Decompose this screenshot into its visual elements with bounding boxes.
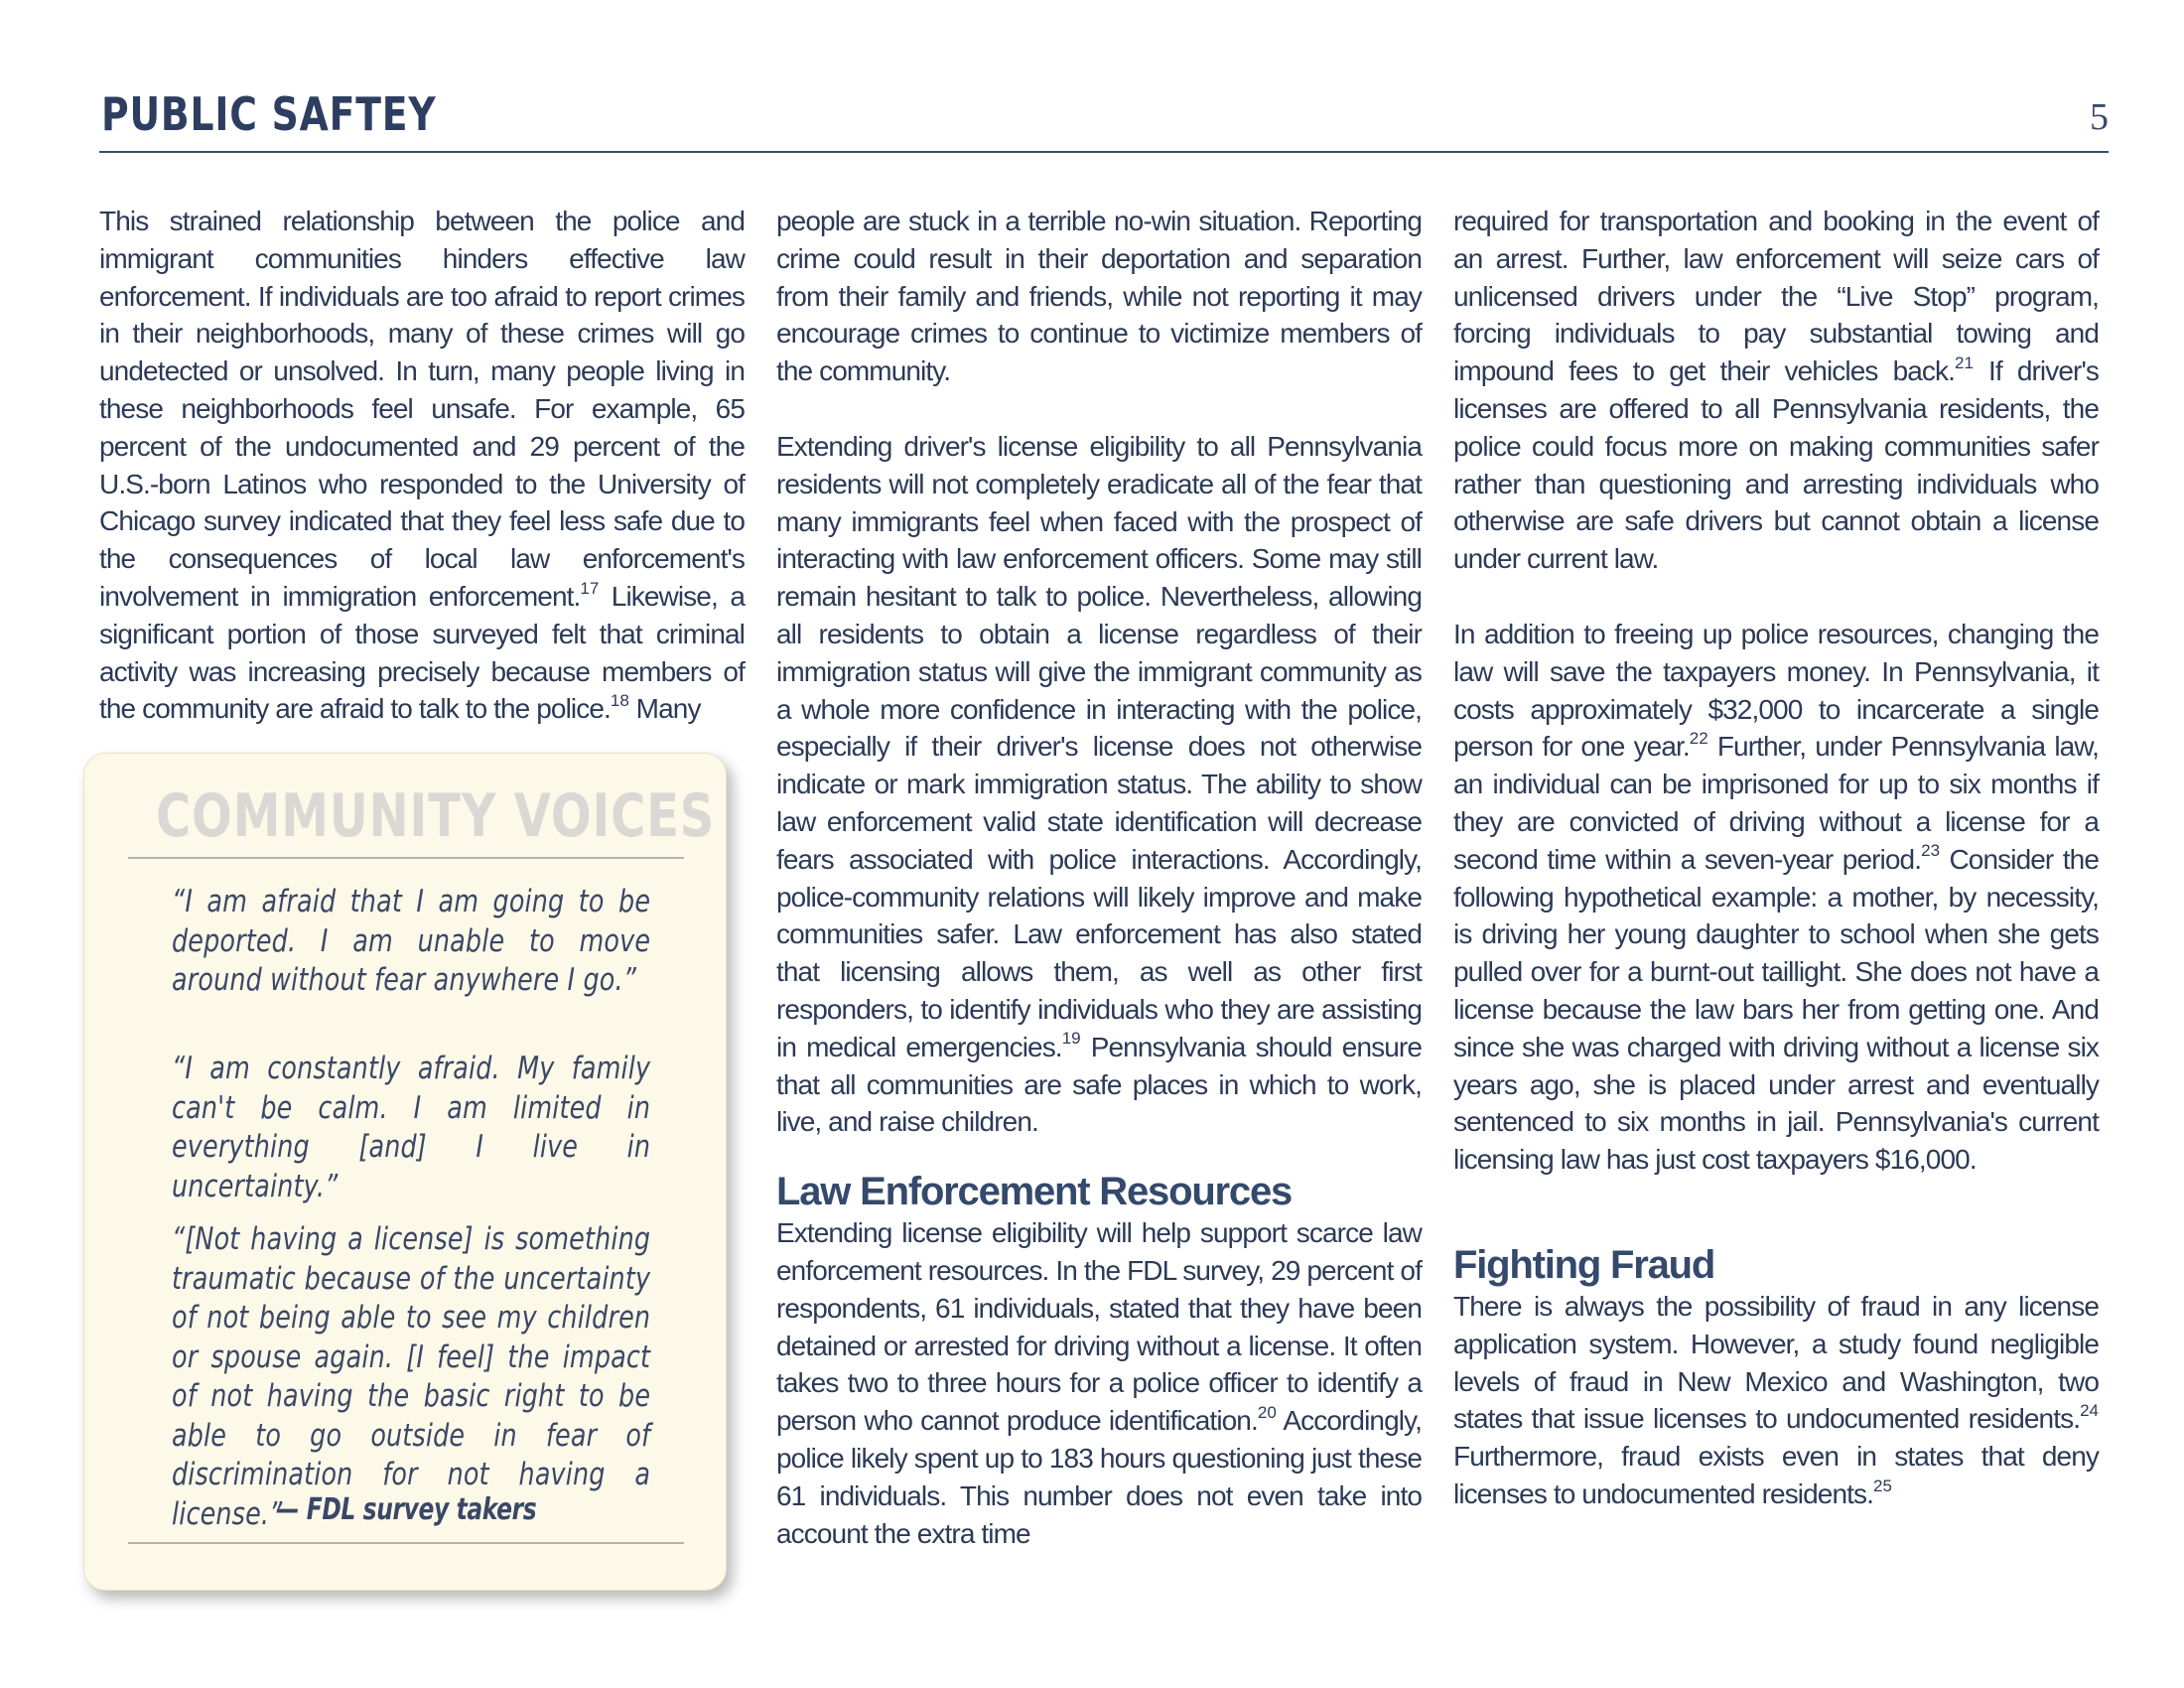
footnote-ref: 23	[1921, 841, 1941, 861]
page-title: PUBLIC SAFTEY	[101, 87, 437, 141]
paragraph	[1453, 203, 2099, 578]
paragraph	[776, 428, 1422, 1141]
sidebar-divider	[128, 857, 684, 859]
paragraph	[1453, 616, 2099, 1179]
paragraph	[1453, 1288, 2099, 1513]
sidebar-divider	[128, 1542, 684, 1544]
text-run: Accordingly, police likely spent up to 183 hours questioning just these 61 individuals. This number does not even take into account the extra time	[776, 1405, 1422, 1549]
quote-attribution	[84, 1492, 728, 1527]
footnote-ref: 24	[2080, 1400, 2099, 1420]
text-run: Furthermore, fraud exists even in states that deny licenses to undocumented residents.	[1453, 1441, 2099, 1509]
text-run: required for transportation and booking in the event of an arrest. Further, law enforcement will seize cars of unlicensed drivers under the “Live Stop” program, forcing individuals to pay substantial towing and impound fees to get their vehicles back.	[1453, 206, 2099, 387]
text-run: Consider the following hypothetical example: a mother, by necessity, is driving her young daughter to school when she gets pulled over for a burnt-out taillight. She does not have a license because the law bars her from getting one. And since she was charged with driving without a license six years ago, she is placed under arrest and eventually sentenced to six months in jail. Pennsylvania's current licensing law has just cost taxpayers $16,000.	[1453, 843, 2100, 1176]
text-run: If driver's licenses are offered to all Pennsylvania residents, the police could focus more on making communities safer rather than questioning and arresting individuals who otherwise are safe drivers but cannot obtain a license under current law.	[1453, 355, 2099, 575]
footnote-ref: 20	[1257, 1402, 1277, 1422]
footnote-ref: 25	[1873, 1476, 1892, 1495]
footnote-ref: 22	[1689, 729, 1708, 749]
text-run: Extending license eligibility will help support scarce law enforcement resources. In the FDL survey, 29 percent of respondents, 61 individuals, stated that they have been detained or arrested for driving without a license. It often takes two to three hours for a police officer to identify a person who cannot produce identification.	[776, 1217, 1422, 1437]
section-heading: Law Enforcement Resources	[776, 1170, 1293, 1214]
column-3	[1453, 203, 2099, 1513]
community-voices-box	[83, 753, 727, 1591]
text-run: Further, under Pennsylvania law, an individual can be imprisoned for up to six months if they are convicted of driving without a license for a second time within a seven-year period.	[1453, 731, 2099, 875]
paragraph	[776, 1214, 1422, 1552]
quote: “I am constantly afraid. My family can't be calm. I am limited in everything [and] I live in uncertainty.”	[172, 1051, 651, 1204]
text-run: In addition to freeing up police resources, changing the law will save the taxpayers money. In Pennsylvania, it costs approximately $32,000 to incarcerate a single person for one year.	[1453, 618, 2099, 763]
text-run: This strained relationship between the police and immigrant communities hinders effective law enforcement. If individuals are too afraid to report crimes in their neighborhoods, many of these crimes will go undetected or unsolved. In turn, many people living in these neighborhoods feel unsafe. For example, 65 percent of the undocumented and 29 percent of the U.S.-born Latinos who responded to the University of Chicago survey indicated that they feel less safe due to the consequences of local law enforcement's involvement in immigration enforcement.	[99, 206, 745, 612]
quote: “I am afraid that I am going to be deported. I am unable to move around without fear anywhere I go.”	[172, 884, 651, 998]
text-run: Likewise, a significant portion of those surveyed felt that criminal activity was increasing precisely because members of the community are afraid to talk to the police.	[99, 580, 745, 725]
community-voices-title: COMMUNITY VOICES	[156, 781, 716, 851]
column-1	[99, 203, 745, 728]
text-run: Extending driver's license eligibility to all Pennsylvania residents will not completely eradicate all of the fear that many immigrants feel when faced with the prospect of interacting with law enforcement officers. Some may still remain hesitant to talk to police. Nevertheless, allowing all residents to obtain a license regardless of their immigration status will give the immigrant community as a whole more confidence in interacting with the police, especially if their driver's license does not otherwise indicate or mark immigration status. The ability to show law enforcement valid state identification will decrease fears associated with police interactions. Accordingly, police-community relations will likely improve and make communities safer. Law enforcement has also stated that licensing allows them, as well as other first responders, to identify individuals who they are assisting in medical emergencies.	[776, 430, 1422, 1062]
paragraph	[99, 203, 745, 728]
attribution-text: — FDL survey takers	[275, 1492, 537, 1527]
header-divider	[99, 151, 2109, 153]
page-number: 5	[2090, 96, 2109, 138]
column-2	[776, 203, 1422, 1552]
text-run: There is always the possibility of fraud in any license application system. However, a study found negligible levels of fraud in New Mexico and Washington, two states that issue licenses to undocumented residents.	[1453, 1290, 2099, 1435]
footnote-ref: 21	[1955, 352, 1974, 372]
section-heading: Fighting Fraud	[1453, 1242, 1715, 1287]
text-run: Pennsylvania should ensure that all communities are safe places in which to work, live, and raise children.	[776, 1031, 1423, 1138]
footnote-ref: 19	[1061, 1029, 1081, 1049]
quote: “[Not having a license] is something traumatic because of the uncertainty of not being able to see my children or spouse again. [I feel] the impact of not having the basic right to be able to go outside in fear of discrimination for not having a license.”	[172, 1221, 651, 1532]
text-run: Many	[628, 693, 701, 725]
footnote-ref: 18	[610, 691, 629, 711]
paragraph: people are stuck in a terrible no-win situation. Reporting crime could result in their deportation and separation from their family and friends, while not reporting it may encourage crimes to continue to victimize members of the community.	[776, 206, 1422, 387]
footnote-ref: 17	[580, 578, 600, 598]
